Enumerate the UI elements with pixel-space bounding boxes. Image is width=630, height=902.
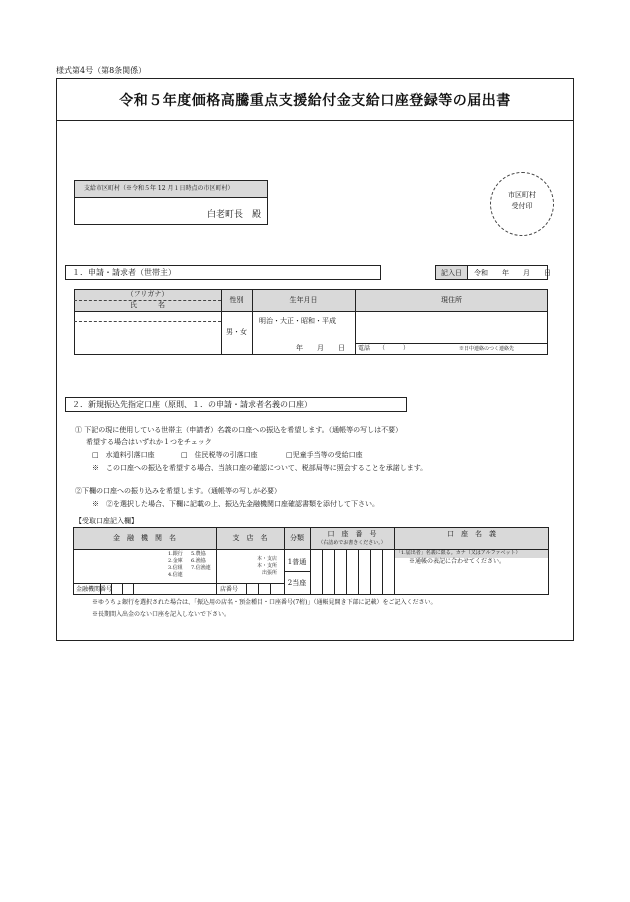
section2-title: ２．新規振込先指定口座（原則、１．の申請・請求者名義の口座）: [72, 400, 312, 409]
address-label: 現住所: [441, 296, 462, 304]
mayor-address: 白老町長 殿: [206, 210, 261, 220]
phone-field[interactable]: 電話 （ ）: [358, 345, 410, 352]
bank-type-1[interactable]: 1.銀行: [168, 551, 183, 557]
option1-note: ※ この口座への振込を希望する場合、当該口座の確認について、税部局等に照会することを承諾します。: [92, 464, 428, 472]
account-label: 【受取口座記入欄】: [75, 517, 138, 525]
branch-name-label: 支 店 名: [232, 534, 268, 542]
branch-name-field[interactable]: [217, 550, 257, 582]
municipality-field[interactable]: [74, 197, 268, 225]
stamp-line-1: 市区町村: [508, 191, 536, 199]
section2-header: [65, 397, 407, 412]
stamp-line-2: 受付印: [511, 202, 533, 210]
option1-sub: 希望する場合はいずれか１つをチェック: [86, 438, 212, 446]
gender-options[interactable]: 男・女: [226, 328, 247, 336]
title-divider: [56, 120, 573, 121]
reception-stamp: [490, 172, 554, 236]
bank-name-label: 金 融 機 関 名: [113, 534, 176, 542]
category-current[interactable]: 2当座: [287, 579, 307, 587]
option2-text[interactable]: ②下欄の口座への振り込みを希望します。（通帳等の写しが必要）: [75, 487, 281, 495]
entry-date-field[interactable]: [467, 265, 551, 280]
era-options[interactable]: 明治・大正・昭和・平成: [259, 317, 336, 325]
check-resident-tax[interactable]: □ 住民税等の引落口座: [181, 451, 258, 459]
name-label: 氏 名: [130, 301, 165, 309]
bank-name-field[interactable]: [74, 550, 166, 582]
address-field[interactable]: [356, 312, 547, 342]
category-ordinary[interactable]: 1普通: [287, 558, 307, 566]
check-water[interactable]: □ 水道料引落口座: [92, 451, 155, 459]
check-child-allowance[interactable]: □児童手当等の受給口座: [286, 451, 363, 459]
account-number-label: 口 座 番 号: [327, 530, 377, 538]
gender-label: 性別: [229, 296, 244, 304]
form-title: 令和５年度価格高騰重点支援給付金支給口座登録等の届出書: [119, 93, 511, 109]
section1-header: [65, 265, 381, 280]
yucho-note: ※ゆうちょ銀行を選択された場合は、「振込用の店名・預金種目・口座番号(7桁)」（通帳見開き下部に記載）をご記入ください。: [92, 599, 437, 606]
dormant-note: ※長期間入出金のない口座を記入しないで下さい。: [92, 611, 231, 618]
bank-type-4[interactable]: 4.信連: [168, 572, 183, 578]
branch-type-2[interactable]: 本・支所: [257, 563, 278, 569]
bank-type-3[interactable]: 3.信組: [168, 565, 183, 571]
account-holder-field[interactable]: [395, 568, 548, 594]
birthdate-label: 生年月日: [289, 296, 318, 304]
category-label: 分類: [290, 534, 304, 542]
phone-note: ※日中連絡のつく連絡先: [459, 346, 515, 352]
name-field[interactable]: [75, 312, 220, 354]
bank-type-6[interactable]: 6.漁協: [191, 558, 206, 564]
section1-title: １．申請・請求者（世帯主）: [72, 268, 176, 277]
form-number: 様式第4号（第8条関係）: [56, 66, 147, 75]
account-holder-label: 口 座 名 義: [447, 530, 496, 538]
holder-note-1: 「1.届出者」名義に限る。カナ（又はアルファベット）: [396, 550, 521, 556]
bank-type-7[interactable]: 7.信漁連: [191, 565, 211, 571]
branch-type-3[interactable]: 出張所: [262, 570, 278, 576]
branch-code-label: 店番号: [220, 586, 239, 593]
furigana-label: （フリガナ）: [126, 290, 169, 298]
bank-code-label: 金融機関番号: [76, 586, 113, 593]
birthdate-ymd: 年 月 日: [296, 344, 345, 352]
branch-type-1[interactable]: 本・支店: [257, 556, 278, 562]
bank-type-2[interactable]: 2.金庫: [168, 558, 183, 564]
account-number-field[interactable]: [311, 550, 394, 594]
account-number-sub: （右詰めでお書きください。）: [318, 540, 386, 546]
municipality-header: 支給市区町村（※令和５年 12 月１日時点の市区町村）: [84, 185, 234, 192]
entry-date-label: 記入日: [435, 265, 468, 280]
entry-date-value: 令和 年 月 日: [474, 269, 551, 277]
municipality-header-cell: [74, 180, 268, 198]
option2-note: ※ ②を選択した場合、下欄に記載の上、振込先金融機関口座確認書類を添付して下さい。: [92, 500, 379, 508]
option1-text[interactable]: ① 下記の現に使用している世帯主（申請者）名義の口座への振込を希望します。（通帳等の写しは不要）: [75, 426, 403, 434]
holder-note-2: ※通帳の表記に合わせてください。: [409, 558, 506, 565]
bank-type-5[interactable]: 5.農協: [191, 551, 206, 557]
